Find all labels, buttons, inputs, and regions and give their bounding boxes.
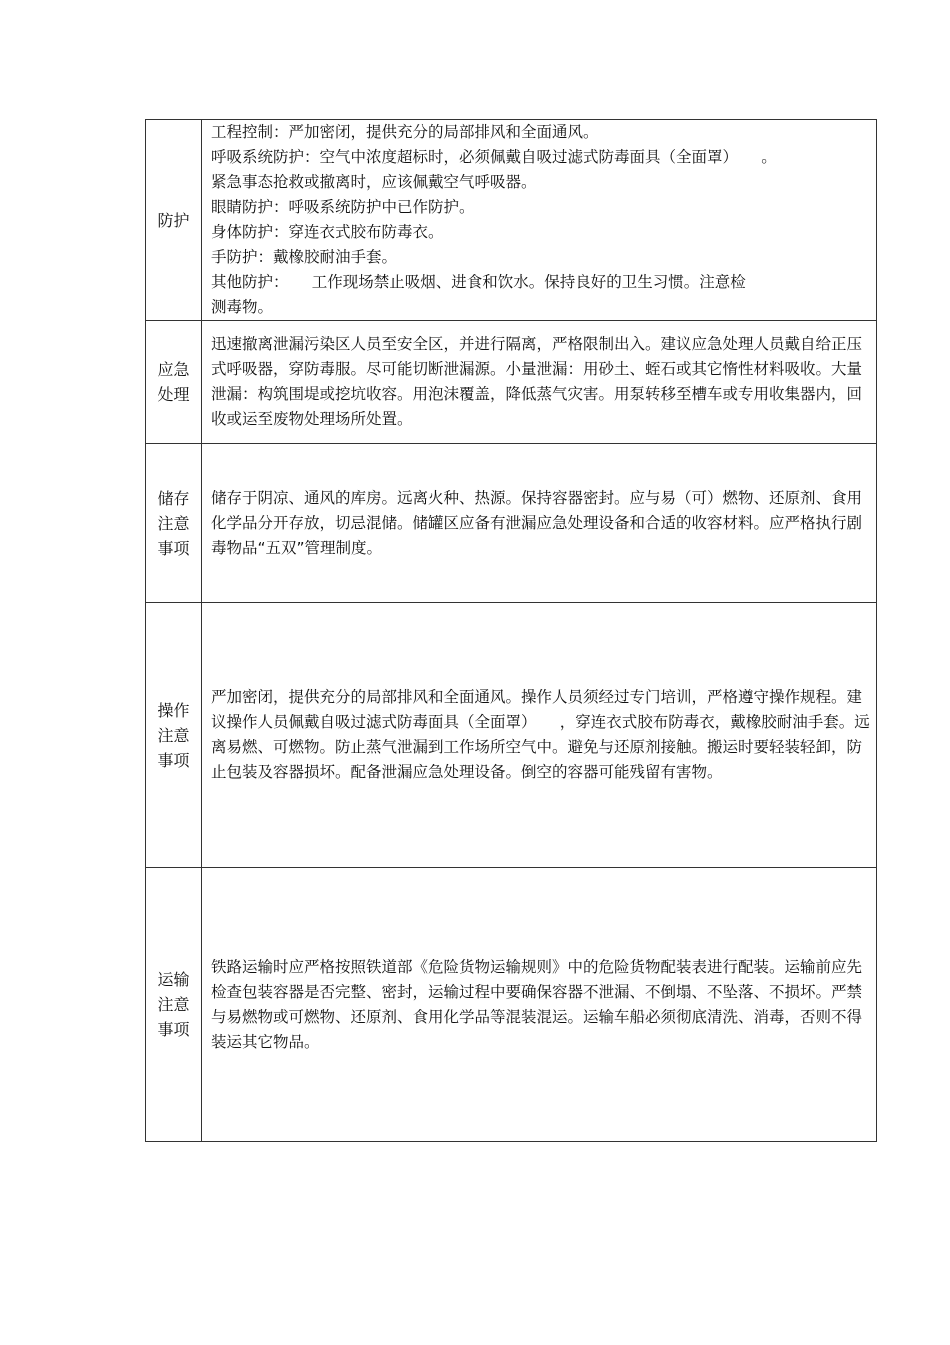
- protection-line: 手防护：戴橡胶耐油手套。: [211, 248, 398, 266]
- storage-label-line: 储存: [157, 488, 190, 508]
- label-cell-transport: [146, 868, 202, 1142]
- protection-line: 测毒物。: [211, 298, 274, 316]
- protection-line: 呼吸系统防护：空气中浓度超标时，必须佩戴自吸过滤式防毒面具（全面罩） 。: [211, 148, 777, 166]
- operation-label-line: 事项: [157, 750, 190, 770]
- content-cell-protection: [202, 120, 877, 321]
- content-cell-storage: [202, 444, 877, 603]
- protection-label: 防护: [157, 210, 190, 230]
- content-cell-transport: [202, 868, 877, 1142]
- protection-line: 其他防护： 工作现场禁止吸烟、进食和饮水。保持良好的卫生习惯。注意检: [211, 273, 746, 291]
- table-row-storage: [146, 444, 877, 603]
- protection-line: 眼睛防护：呼吸系统防护中已作防护。: [211, 198, 475, 216]
- table-row-emergency: [146, 321, 877, 444]
- transport-label-line: 注意: [157, 995, 190, 1014]
- emergency-label-line: 应急: [157, 360, 190, 379]
- transport-label-line: 事项: [157, 1020, 190, 1039]
- storage-label-line: 注意: [157, 513, 190, 533]
- content-cell-emergency: [202, 321, 877, 444]
- label-cell-emergency: [146, 321, 202, 444]
- table-row-transport: [146, 868, 877, 1142]
- label-cell-storage: [146, 444, 202, 603]
- protection-line: 紧急事态抢救或撤离时，应该佩戴空气呼吸器。: [211, 173, 537, 191]
- protection-line: 工程控制：严加密闭，提供充分的局部排风和全面通风。: [211, 123, 599, 141]
- label-cell-protection: [146, 120, 202, 321]
- safety-info-table: [145, 119, 877, 1142]
- storage-text: 储存于阴凉、通风的库房。远离火种、热源。保持容器密封。应与易（可）燃物、还原剂、食用化学品分开存放，切忌混储。储罐区应备有泄漏应急处理设备和合适的收容材料。应严格执行剧毒物品“五双”管理制度。: [211, 488, 863, 557]
- table-row-protection: [146, 120, 877, 321]
- emergency-label-line: 处理: [157, 385, 190, 404]
- storage-label-line: 事项: [157, 538, 190, 558]
- operation-label-line: 操作: [157, 700, 190, 720]
- protection-line: 身体防护：穿连衣式胶布防毒衣。: [211, 223, 444, 241]
- content-cell-operation: [202, 603, 877, 868]
- transport-label-line: 运输: [157, 970, 190, 989]
- transport-text: 铁路运输时应严格按照铁道部《危险货物运输规则》中的危险货物配装表进行配装。运输前应先检查包装容器是否完整、密封，运输过程中要确保容器不泄漏、不倒塌、不坠落、不损坏。严禁与易燃物或可燃物、还原剂、食用化学品等混装混运。运输车船必须彻底清洗、消毒，否则不得装运其它物品。: [211, 957, 863, 1051]
- operation-label-line: 注意: [157, 725, 190, 745]
- label-cell-operation: [146, 603, 202, 868]
- emergency-text: 迅速撤离泄漏污染区人员至安全区，并进行隔离，严格限制出入。建议应急处理人员戴自给正压式呼吸器，穿防毒服。尽可能切断泄漏源。小量泄漏：用砂土、蛭石或其它惰性材料吸收。大量泄漏：构筑围堤或挖坑收容。用泡沫覆盖，降低蒸气灾害。用泵转移至槽车或专用收集器内，回收或运至废物处理场所处置。: [211, 335, 863, 428]
- table-row-operation: [146, 603, 877, 868]
- operation-text: 严加密闭，提供充分的局部排风和全面通风。操作人员须经过专门培训，严格遵守操作规程。建议操作人员佩戴自吸过滤式防毒面具（全面罩） ，穿连衣式胶布防毒衣，戴橡胶耐油手套。远离易燃、可燃物。防止蒸气泄漏到工作场所空气中。避免与还原剂接触。搬运时要轻装轻卸，防止包装及容器损坏。配备泄漏应急处理设备。倒空的容器可能残留有害物。: [211, 688, 870, 781]
